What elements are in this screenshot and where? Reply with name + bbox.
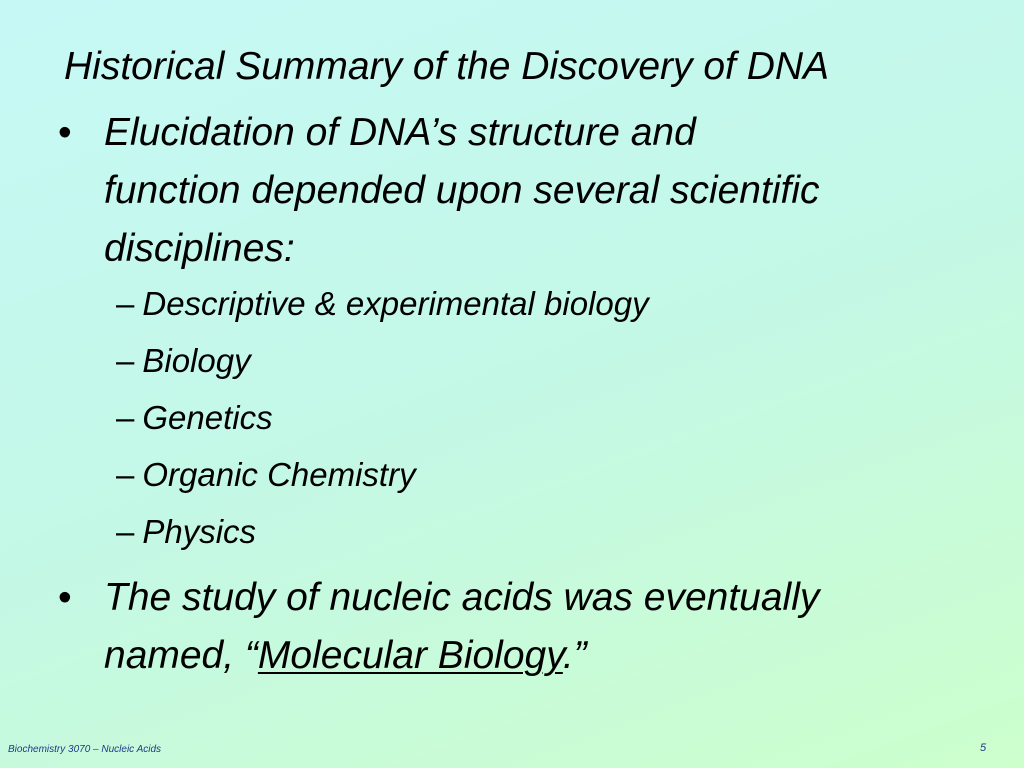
sub-item-label: Physics [142,513,257,550]
bullet-text [104,104,819,278]
sub-marker: – [116,456,135,493]
sub-item-label: Descriptive & experimental biology [142,285,649,322]
page-number: 5 [980,742,987,754]
sub-marker: – [116,513,135,550]
sub-item [116,341,251,381]
molecular-biology-term: Molecular Biology [257,634,563,677]
bullet-marker: • [58,576,72,619]
sub-item-label: Biology [142,342,251,379]
sub-marker: – [116,399,135,436]
bullet-line: The study of nucleic acids was eventually [104,576,820,619]
bullet-line [104,627,819,685]
quote-prefix: named, “ [104,634,258,677]
bullet-marker: • [58,111,72,154]
sub-marker: – [116,285,135,322]
sub-marker: – [116,342,135,379]
sub-item [116,455,416,495]
sub-item [116,284,649,324]
sub-item [116,398,273,438]
sub-item-label: Organic Chemistry [142,456,416,493]
footer-course: Biochemistry 3070 – Nucleic Acids [8,744,162,755]
bullet-line: disciplines: [104,227,295,270]
sub-item [116,512,256,552]
slide-title: Historical Summary of the Discovery of DNA [64,45,830,88]
bullet-text [104,569,819,685]
quote-suffix: .” [562,634,587,677]
bullet-line: Elucidation of DNA’s structure and [104,111,696,154]
sub-item-label: Genetics [142,399,273,436]
bullet-line: function depended upon several scientific [104,169,820,212]
